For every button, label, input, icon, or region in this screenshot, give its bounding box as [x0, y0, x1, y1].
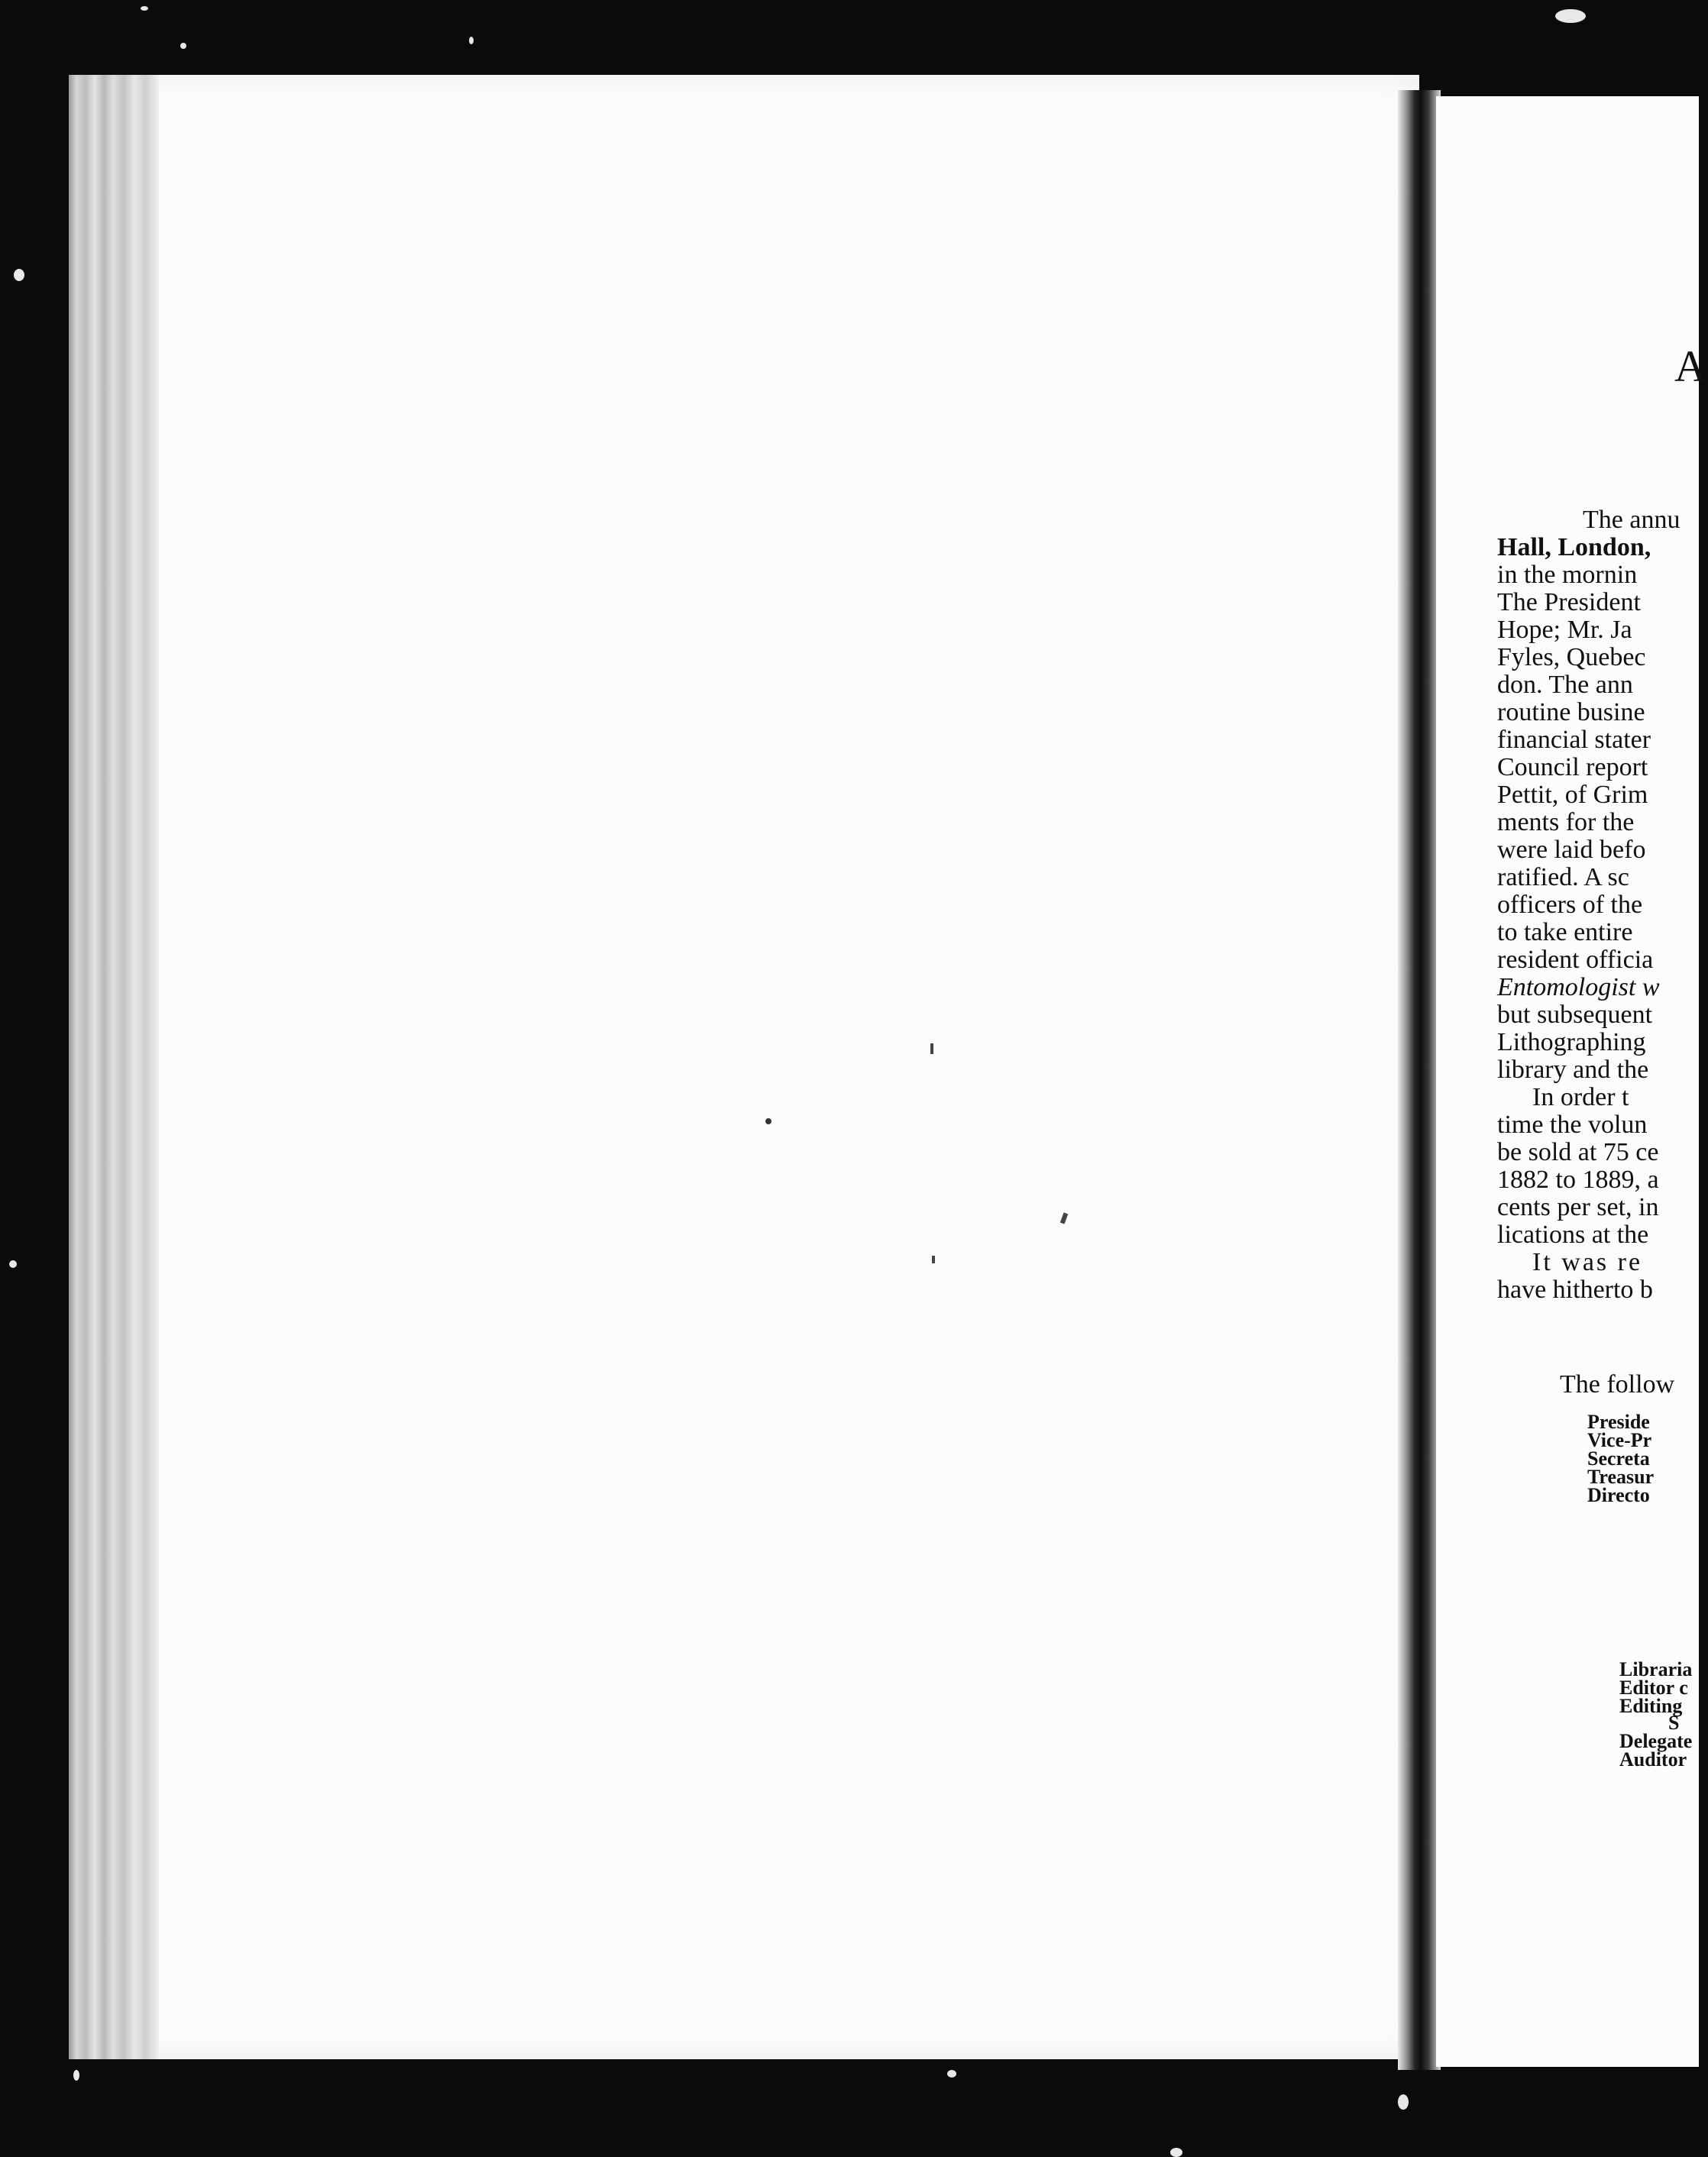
film-speck	[1555, 9, 1586, 23]
body-line: lications at the	[1497, 1221, 1649, 1249]
film-speck	[180, 43, 186, 49]
body-line: ments for the	[1497, 808, 1635, 836]
body-line: It was re	[1532, 1248, 1643, 1276]
appointment-label: Libraria	[1619, 1658, 1693, 1680]
officer-label: Directo	[1587, 1484, 1650, 1506]
body-line: Lithographing	[1497, 1028, 1646, 1056]
body-line: The President	[1497, 588, 1641, 616]
body-line: In order t	[1532, 1083, 1629, 1111]
blank-left-page	[69, 75, 1419, 2059]
film-speck	[141, 6, 148, 11]
body-line: have hitherto b	[1497, 1276, 1653, 1304]
body-line: to take entire	[1497, 918, 1633, 946]
appointment-label: Editing	[1619, 1695, 1683, 1717]
appointment-label: Auditor	[1619, 1748, 1687, 1771]
page-heading: A	[1674, 341, 1708, 391]
body-line: The annu	[1583, 506, 1681, 534]
book-gutter	[1398, 90, 1441, 2070]
page-edge-stack	[69, 75, 159, 2059]
body-line: library and the	[1497, 1056, 1649, 1084]
body-line: but subsequent	[1497, 1001, 1653, 1029]
appointment-label: Editor c	[1619, 1677, 1688, 1699]
body-line: Pettit, of Grim	[1497, 781, 1648, 809]
body-line: were laid befo	[1497, 836, 1646, 864]
film-speck	[1398, 2094, 1409, 2110]
body-line: Entomologist w	[1497, 973, 1660, 1001]
page-dust	[1060, 1212, 1068, 1224]
body-line: routine busine	[1497, 698, 1645, 726]
body-line: officers of the	[1497, 891, 1643, 919]
film-speck	[14, 269, 24, 281]
page-dust	[930, 1043, 933, 1054]
body-line: don. The ann	[1497, 671, 1633, 699]
body-line: resident officia	[1497, 946, 1654, 974]
film-speck	[469, 37, 474, 44]
film-speck	[9, 1260, 17, 1268]
body-line: time the volun	[1497, 1111, 1648, 1139]
body-line: Hope; Mr. Ja	[1497, 616, 1632, 644]
body-line: Council report	[1497, 753, 1648, 781]
appointment-label: S	[1668, 1712, 1680, 1734]
body-line: Hall, London,	[1497, 533, 1651, 561]
right-page	[1436, 96, 1708, 2067]
film-speck	[947, 2070, 956, 2078]
officer-label: Preside	[1587, 1411, 1650, 1433]
officer-label: Secreta	[1587, 1447, 1650, 1470]
appointment-label: Delegate	[1619, 1730, 1693, 1752]
film-speck	[73, 2070, 79, 2081]
body-line: Fyles, Quebec	[1497, 643, 1646, 671]
officer-label: Vice-Pr	[1587, 1429, 1652, 1451]
body-line: 1882 to 1889, a	[1497, 1166, 1659, 1194]
body-line: ratified. A sc	[1497, 863, 1629, 891]
body-line: be sold at 75 ce	[1497, 1138, 1659, 1166]
officers-intro: The follow	[1560, 1370, 1675, 1399]
film-speck	[1170, 2148, 1182, 2157]
page-dust	[765, 1118, 772, 1124]
body-line: cents per set, in	[1497, 1193, 1659, 1221]
body-line: financial stater	[1497, 726, 1651, 754]
body-line: in the mornin	[1497, 561, 1638, 589]
officer-label: Treasur	[1587, 1466, 1655, 1488]
page-dust	[932, 1256, 935, 1263]
